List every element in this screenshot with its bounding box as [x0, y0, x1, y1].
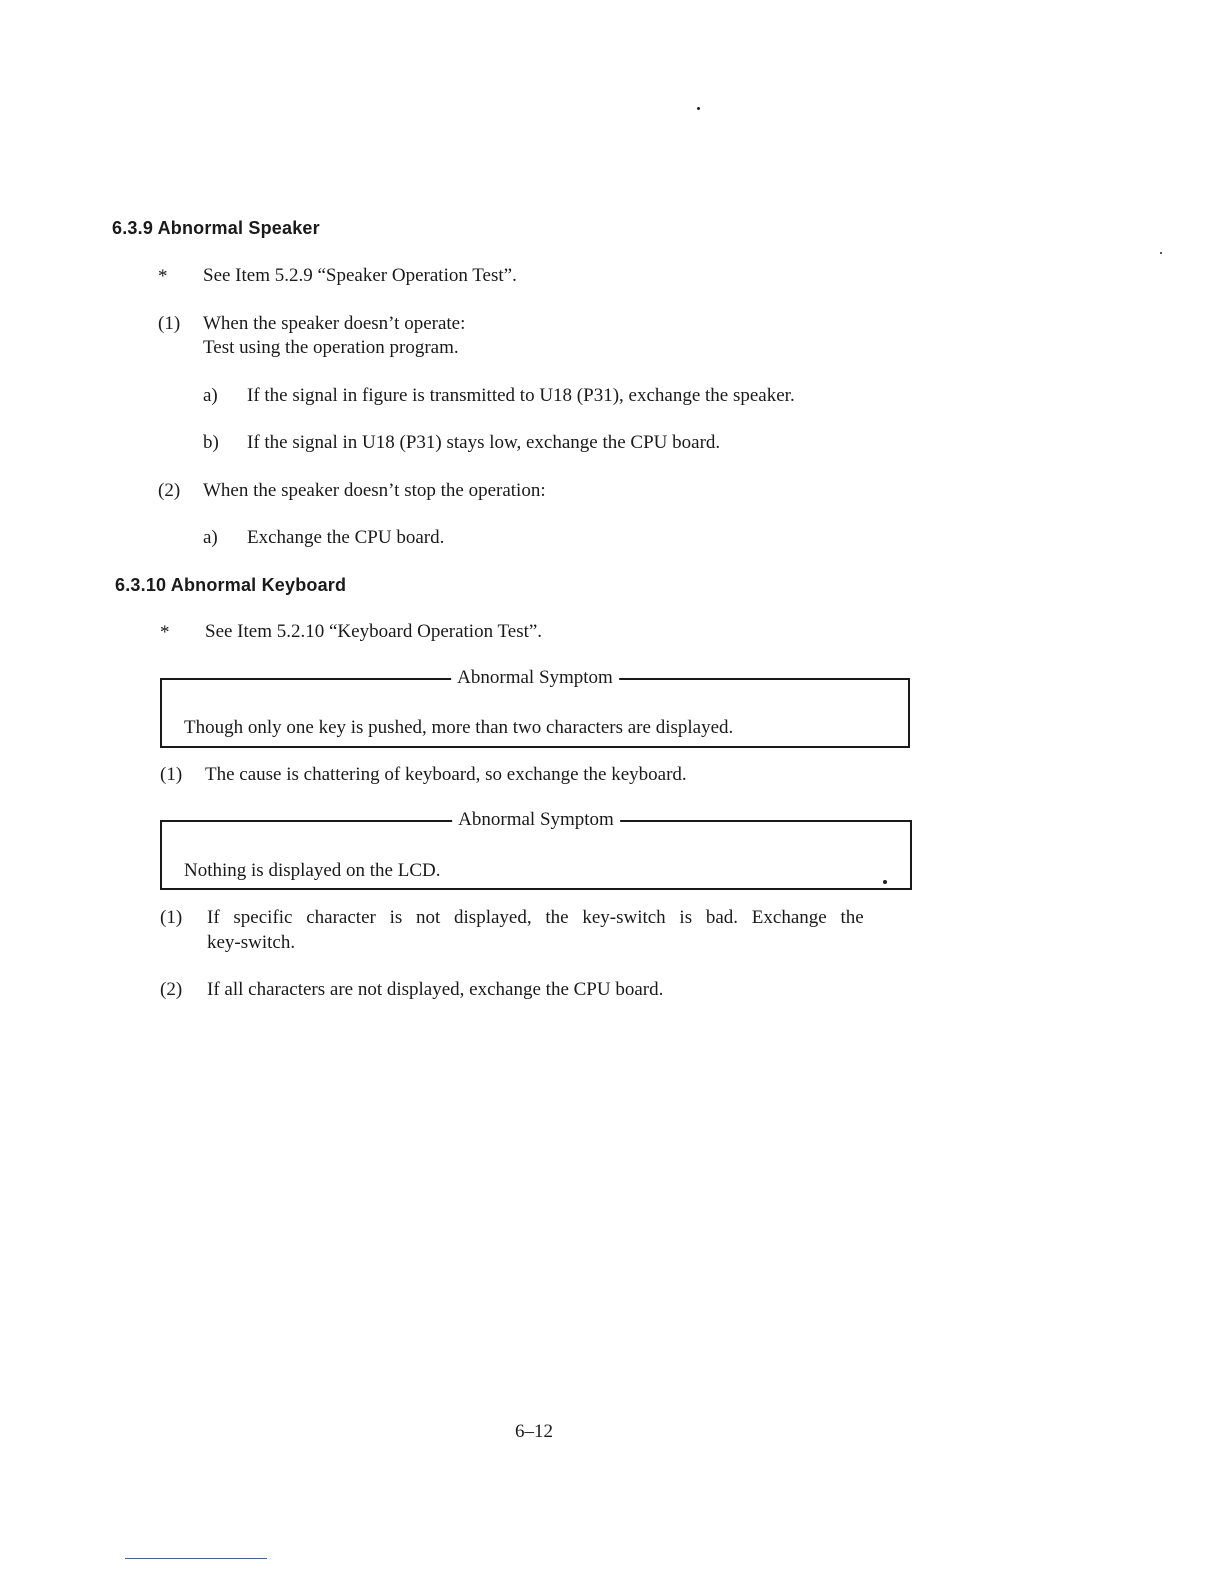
item-text-line: When the speaker doesn’t operate: [203, 313, 466, 334]
abnormal-symptom-box [160, 667, 910, 748]
sub-item-text: Exchange the CPU board. [247, 527, 445, 548]
item-number: (1) [160, 907, 183, 928]
abnormal-symptom-box [160, 809, 912, 890]
page-number: 6–12 [515, 1421, 553, 1442]
sub-item-label: b) [203, 432, 219, 453]
reference-bullet: * [158, 266, 168, 287]
item-text-line: key-switch. [207, 932, 296, 953]
sub-item-label: a) [203, 527, 218, 548]
scan-speck [697, 107, 700, 110]
reference-text: See Item 5.2.9 “Speaker Operation Test”. [203, 265, 517, 286]
scan-speck [1160, 252, 1162, 254]
sub-item-label: a) [203, 385, 218, 406]
section-heading-6-3-10: 6.3.10 Abnormal Keyboard [115, 575, 347, 595]
item-text-line: Test using the operation program. [203, 337, 459, 358]
item-text: If all characters are not displayed, exchange the CPU board. [207, 979, 664, 1000]
symptom-box-label: Abnormal Symptom [452, 809, 620, 831]
item-number: (1) [160, 764, 183, 785]
scan-artifact-line [125, 1558, 267, 1559]
sub-item-text: If the signal in figure is transmitted to U18 (P31), exchange the speaker. [247, 385, 795, 406]
item-text: The cause is chattering of keyboard, so exchange the keyboard. [205, 764, 687, 785]
item-text-line: If specific character is not displayed, the key-switch is bad. Exchange the [207, 907, 864, 928]
symptom-box-label: Abnormal Symptom [451, 667, 619, 689]
sub-item-text: If the signal in U18 (P31) stays low, exchange the CPU board. [247, 432, 721, 453]
reference-bullet: * [160, 622, 170, 643]
item-number: (2) [158, 480, 181, 501]
symptom-text: Though only one key is pushed, more than two characters are displayed. [184, 717, 734, 738]
item-number: (2) [160, 979, 183, 1000]
section-heading-6-3-9: 6.3.9 Abnormal Speaker [112, 218, 320, 238]
scan-speck [883, 880, 887, 884]
item-text: When the speaker doesn’t stop the operation: [203, 480, 546, 501]
item-number: (1) [158, 313, 181, 334]
symptom-text: Nothing is displayed on the LCD. [184, 860, 441, 881]
reference-text: See Item 5.2.10 “Keyboard Operation Test”. [205, 621, 543, 642]
